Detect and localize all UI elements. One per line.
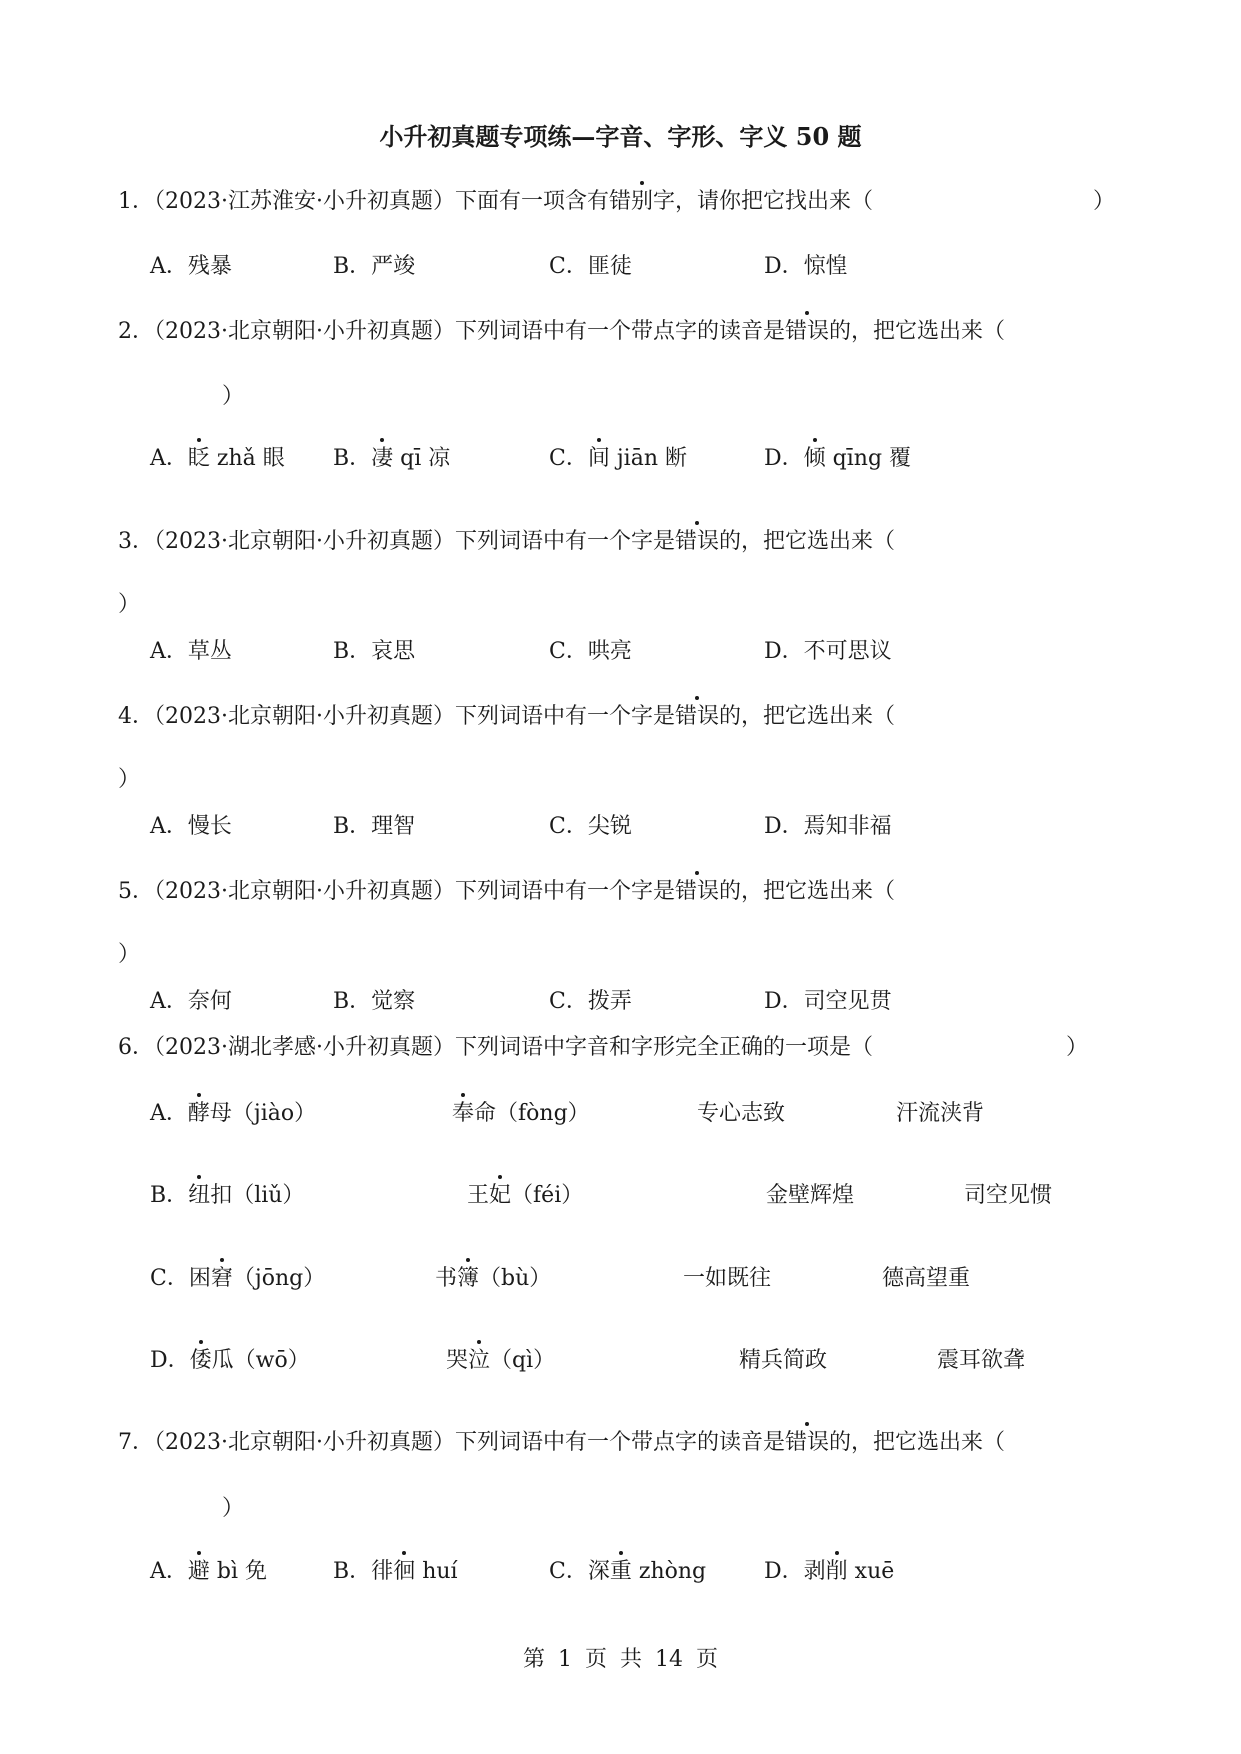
- pinyin: huí: [415, 1559, 458, 1584]
- option-c[interactable]: [549, 637, 632, 667]
- option-d[interactable]: [764, 252, 848, 282]
- option-text: 残暴: [187, 254, 232, 279]
- option-letter: C．: [549, 639, 588, 664]
- stem-text: 的，把它选出来（: [719, 704, 896, 729]
- pinyin: jiān: [609, 446, 665, 471]
- answer-bracket-close: ）: [222, 1496, 245, 1521]
- question-number: 2．: [118, 319, 154, 344]
- word-text: 母（jiào）: [209, 1101, 317, 1126]
- option-d[interactable]: [150, 1346, 310, 1376]
- pinyin: qīng: [825, 446, 890, 471]
- option-text: 严竣: [371, 254, 416, 279]
- pinyin: bì: [209, 1559, 246, 1584]
- stem-text: （2023·江苏淮安·小升初真题）下面有一项含有: [154, 189, 609, 214]
- dotted-char: 窘: [211, 1264, 233, 1294]
- option-letter: D．: [150, 1348, 190, 1373]
- option-text: 不可思议: [803, 639, 892, 664]
- dotted-char: 纽: [188, 1181, 210, 1211]
- question-number: 6．: [118, 1035, 154, 1060]
- stem-text: 的，把它选出来（: [719, 879, 896, 904]
- option-a[interactable]: [150, 252, 232, 282]
- dotted-char: 酵: [188, 1099, 210, 1129]
- question-number: 7．: [118, 1430, 154, 1455]
- dotted-text: 错别字: [609, 187, 675, 217]
- word-text: （féi）: [511, 1183, 584, 1208]
- word-text: 哭: [446, 1348, 469, 1373]
- option-letter: B．: [333, 254, 372, 279]
- word-text: （bù）: [479, 1266, 552, 1291]
- option-a-word-2: [452, 1099, 590, 1129]
- option-d[interactable]: [764, 444, 911, 474]
- question-number: 3．: [118, 529, 154, 554]
- option-b-word-4: 司空见惯: [964, 1183, 1053, 1208]
- question-3-stem: [118, 527, 895, 557]
- word-text: 扣（liǔ）: [210, 1183, 305, 1208]
- option-text: 理智: [371, 814, 416, 839]
- option-text: 惊惶: [803, 254, 848, 279]
- option-b[interactable]: [333, 444, 450, 474]
- option-letter: C．: [549, 814, 588, 839]
- option-letter: D．: [764, 639, 804, 664]
- dotted-char: 奉: [452, 1099, 474, 1129]
- option-letter: D．: [764, 814, 804, 839]
- option-b[interactable]: [333, 637, 415, 667]
- dotted-char: 徊: [393, 1557, 415, 1587]
- option-c[interactable]: [549, 987, 632, 1017]
- option-letter: A．: [150, 254, 188, 279]
- option-text: 草丛: [187, 639, 232, 664]
- word-text: （jōng）: [232, 1266, 326, 1291]
- option-letter: C．: [549, 1559, 588, 1584]
- option-c-word-3: 一如既往: [683, 1266, 772, 1291]
- option-text: 觉察: [371, 989, 416, 1014]
- dotted-char: 泣: [468, 1346, 490, 1376]
- dotted-text: 错误: [675, 527, 719, 557]
- dotted-text: 错误: [785, 1428, 829, 1458]
- dotted-char: 倾: [804, 444, 826, 474]
- option-d[interactable]: [764, 1557, 894, 1587]
- option-letter: D．: [764, 1559, 804, 1584]
- question-4-stem: [118, 702, 895, 732]
- stem-text: （2023·北京朝阳·小升初真题）下列词语中有一个字是: [154, 529, 675, 554]
- answer-bracket-close: ）: [222, 384, 245, 409]
- pinyin: zhǎ: [209, 446, 263, 471]
- option-a-word-4: 汗流浃背: [896, 1101, 985, 1126]
- option-b[interactable]: [333, 812, 415, 842]
- dotted-char: 簿: [457, 1264, 479, 1294]
- option-text: 尖锐: [587, 814, 632, 839]
- option-letter: C．: [549, 989, 588, 1014]
- question-number: 4．: [118, 704, 154, 729]
- option-letter: C．: [150, 1266, 189, 1291]
- option-c-word-4: 德高望重: [882, 1266, 971, 1291]
- stem-text: （2023·北京朝阳·小升初真题）下列词语中有一个带点字的读音是: [154, 1430, 785, 1455]
- option-text: 眼: [262, 446, 285, 471]
- option-letter: D．: [764, 989, 804, 1014]
- answer-bracket-close: ）: [1066, 1035, 1089, 1060]
- answer-bracket-close: ）: [118, 592, 141, 617]
- dotted-char: 重: [610, 1557, 632, 1587]
- option-letter: C．: [549, 254, 588, 279]
- option-b[interactable]: [150, 1181, 304, 1211]
- option-letter: B．: [333, 1559, 372, 1584]
- option-text: 免: [245, 1559, 268, 1584]
- stem-text: 的，把它选出来（: [829, 1430, 1006, 1455]
- option-a[interactable]: [150, 1099, 316, 1129]
- option-text: 司空见贯: [803, 989, 892, 1014]
- page-footer: 第 1 页 共 14 页: [523, 1647, 718, 1672]
- option-b-word-3: 金壁辉煌: [766, 1183, 855, 1208]
- page-title: 小升初真题专项练—字音、字形、字义 50 题: [379, 122, 862, 151]
- option-c[interactable]: [549, 444, 687, 474]
- stem-text: 的，把它选出来（: [829, 319, 1006, 344]
- option-letter: B．: [333, 814, 372, 839]
- pinyin: xuē: [847, 1559, 895, 1584]
- option-text: 徘: [371, 1559, 394, 1584]
- question-5-stem: [118, 877, 895, 907]
- option-b[interactable]: [333, 987, 415, 1017]
- option-letter: C．: [549, 446, 588, 471]
- option-a[interactable]: [150, 444, 285, 474]
- option-d-word-2: [446, 1346, 555, 1376]
- option-c[interactable]: [549, 812, 632, 842]
- dotted-char: 妃: [489, 1181, 511, 1211]
- option-letter: B．: [150, 1183, 189, 1208]
- word-text: 王: [467, 1183, 490, 1208]
- option-text: 断: [665, 446, 688, 471]
- option-letter: A．: [150, 446, 188, 471]
- dotted-text: 错误: [675, 702, 719, 732]
- option-d-word-3: 精兵简政: [739, 1348, 828, 1373]
- word-text: 命（fòng）: [474, 1101, 590, 1126]
- option-letter: A．: [150, 814, 188, 839]
- dotted-text: 错误: [675, 877, 719, 907]
- option-text: 剥: [803, 1559, 826, 1584]
- word-text: （qì）: [490, 1348, 556, 1373]
- option-a[interactable]: [150, 637, 232, 667]
- stem-text: （2023·北京朝阳·小升初真题）下列词语中有一个字是: [154, 879, 675, 904]
- option-text: 拨弄: [587, 989, 632, 1014]
- pinyin: zhòng: [631, 1559, 707, 1584]
- option-letter: D．: [764, 254, 804, 279]
- option-text: 奈何: [187, 989, 232, 1014]
- stem-text: ，请你把它找出来（: [675, 189, 874, 214]
- word-text: 书: [435, 1266, 458, 1291]
- option-c[interactable]: [549, 1557, 706, 1587]
- option-text: 哀思: [371, 639, 416, 664]
- option-letter: A．: [150, 989, 188, 1014]
- option-c[interactable]: [150, 1264, 325, 1294]
- option-text: 匪徒: [587, 254, 632, 279]
- question-1-stem: [118, 187, 873, 217]
- option-a-word-3: 专心志致: [697, 1101, 786, 1126]
- option-d-word-4: 震耳欲聋: [937, 1348, 1026, 1373]
- option-a[interactable]: [150, 812, 232, 842]
- option-text: 慢长: [187, 814, 232, 839]
- option-letter: A．: [150, 1559, 188, 1584]
- answer-bracket-close: ）: [118, 767, 141, 792]
- option-d[interactable]: [764, 812, 892, 842]
- option-letter: B．: [333, 989, 372, 1014]
- answer-bracket-close: ）: [118, 942, 141, 967]
- stem-text: （2023·北京朝阳·小升初真题）下列词语中有一个字是: [154, 704, 675, 729]
- dotted-char: 倭: [190, 1346, 212, 1376]
- stem-text: 的，把它选出来（: [719, 529, 896, 554]
- dotted-char: 凄: [371, 444, 393, 474]
- option-c[interactable]: [549, 252, 632, 282]
- option-letter: B．: [333, 446, 372, 471]
- option-b-word-2: [467, 1181, 583, 1211]
- pinyin: qī: [393, 446, 429, 471]
- word-text: 瓜（wō）: [211, 1348, 310, 1373]
- option-letter: B．: [333, 639, 372, 664]
- stem-text: （2023·湖北孝感·小升初真题）下列词语中字音和字形完全正确的一项是（: [154, 1035, 873, 1060]
- option-b[interactable]: [333, 1557, 458, 1587]
- dotted-char: 削: [826, 1557, 848, 1587]
- question-number: 1．: [118, 189, 154, 214]
- option-text: 凉: [428, 446, 451, 471]
- option-d[interactable]: [764, 637, 892, 667]
- stem-text: （2023·北京朝阳·小升初真题）下列词语中有一个带点字的读音是: [154, 319, 785, 344]
- option-letter: A．: [150, 1101, 188, 1126]
- option-text: 焉知非福: [803, 814, 892, 839]
- option-c-word-2: [435, 1264, 551, 1294]
- dotted-char: 眨: [188, 444, 210, 474]
- option-text: 覆: [889, 446, 912, 471]
- question-number: 5．: [118, 879, 154, 904]
- question-2-stem: [118, 317, 1005, 347]
- option-a[interactable]: [150, 1557, 267, 1587]
- dotted-char: 间: [588, 444, 610, 474]
- dotted-text: 错误: [785, 317, 829, 347]
- question-7-stem: [118, 1428, 1005, 1458]
- answer-bracket-close: ）: [1093, 189, 1116, 214]
- option-text: 哄亮: [587, 639, 632, 664]
- option-d[interactable]: [764, 987, 892, 1017]
- option-b[interactable]: [333, 252, 415, 282]
- word-text: 困: [188, 1266, 211, 1291]
- option-text: 深: [587, 1559, 610, 1584]
- dotted-char: 避: [188, 1557, 210, 1587]
- option-a[interactable]: [150, 987, 232, 1017]
- option-letter: D．: [764, 446, 804, 471]
- option-letter: A．: [150, 639, 188, 664]
- question-6-stem: [118, 1033, 873, 1063]
